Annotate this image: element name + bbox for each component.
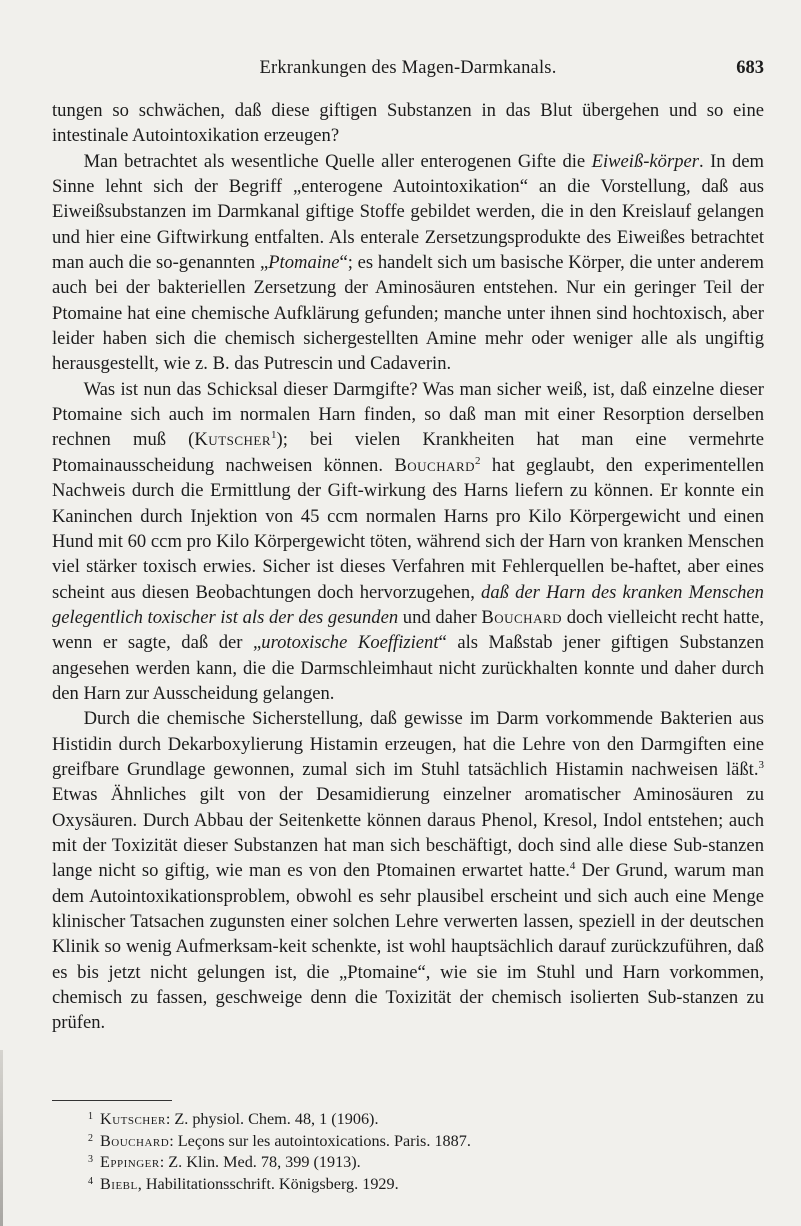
- page-number: 683: [736, 58, 764, 78]
- author-name: Bouchard: [394, 454, 476, 476]
- footnote-ref: 2: [475, 454, 481, 467]
- footnote-text: [84, 1131, 764, 1153]
- footnote-ref: 1: [271, 429, 277, 442]
- footnote: [52, 1131, 764, 1153]
- footnote-author: Biebl: [100, 1174, 138, 1193]
- footnote-mark: 3: [88, 1154, 93, 1166]
- footnote-citation: : Leçons sur les autointoxications. Paris. 1887.: [169, 1131, 471, 1150]
- footnote-text: [84, 1109, 764, 1131]
- author-name: Kutscher: [194, 429, 272, 451]
- footnote-text: [84, 1152, 764, 1174]
- footnotes: [52, 1109, 764, 1195]
- footnote-text: [84, 1174, 764, 1196]
- text-run: Man betrachtet als wesentliche Quelle aller enterogenen Gifte die: [83, 150, 592, 172]
- running-head: [52, 58, 764, 82]
- author-name: Bouchard: [481, 606, 563, 628]
- text-run: “; es handelt sich um basische Körper, die unter anderem auch bei der bakteriellen Zersetzung der Aminosäuren entstehen. Nur ein geringer Teil der Ptomaine hat eine chemische Aufklärung gefunden; manche unter ihnen sind hochtoxisch, aber leider haben sich die chemisch sichergestellten Amine mehr oder weniger alle als ungiftig herausgestellt, wie z. B. das Putrescin und Cadaverin.: [52, 252, 764, 375]
- text-run: Etwas Ähnliches gilt von der Desamidierung einzelner aromatischer Aminosäuren zu Oxysäuren. Durch Abbau der Seitenkette können daraus Phenol, Kresol, Indol entstehen; auch mit der Toxizität dieser Substanzen hat man sich beschäftigt, doch sind alle diese Sub-stanzen lange nicht so giftig, wie man es von den Ptomainen erwartet hatte.: [52, 784, 764, 882]
- footnote: [52, 1152, 764, 1174]
- footnote-ref: 3: [758, 758, 764, 771]
- italic-span: Ptomaine: [268, 252, 340, 274]
- footnote-citation: , Habilitationsschrift. Königsberg. 1929.: [137, 1174, 399, 1193]
- footnote-mark: 2: [88, 1132, 93, 1144]
- footnote-author: Eppinger: [100, 1153, 160, 1172]
- text-run: Durch die chemische Sicherstellung, daß gewisse im Darm vorkommende Bakterien aus Histidin durch Dekarboxylierung Histamin erzeugen, hat die Lehre von den Darmgiften eine greifbare Grundlage gewonnen, zumal sich im Stuhl tatsächlich Histamin nachweisen läßt.: [52, 708, 764, 780]
- scan-edge-shadow: [0, 1050, 3, 1226]
- text-run: “ als Maßstab jener giftigen Substanzen angesehen werden kann, die die Darmschleimhaut nicht zurückhalten konnte und daher durch den Harn zur Ausscheidung gelangen.: [52, 632, 764, 704]
- text-run: . In dem Sinne lehnt sich der Begriff „enterogene Autointoxikation“ an die Vorstellung, daß aus Eiweißsubstanzen im Darmkanal giftige Stoffe gebildet werden, die in den Kreislauf gelangen und hier eine Giftwirkung entfalten. Als enterale Zersetzungsprodukte des Eiweißes betrachtet man auch die so-genannten „: [52, 150, 764, 274]
- footnote-mark: 1: [88, 1111, 93, 1122]
- text-run: ); bei vielen Krankheiten hat man eine vermehrte Ptomainausscheidung nachweisen können.: [52, 429, 764, 476]
- footnote-citation: : Z. physiol. Chem. 48, 1 (1906).: [165, 1110, 379, 1128]
- paragraph: [52, 149, 764, 377]
- footnote-citation: : Z. Klin. Med. 78, 399 (1913).: [159, 1153, 361, 1172]
- text-run: hat geglaubt, den experimentellen Nachweis durch die Ermittlung der Gift-wirkung des Harns liefern zu können. Er konnte ein Kaninchen durch Injektion von 45 ccm normalen Harns pro Kilo Körpergewicht und einen Hund mit 60 ccm pro Kilo Körpergewicht töten, während sich der Harn von kranken Menschen viel stärker toxisch erwies. Sicher ist dieses Verfahren mit Fehlerquellen be-haftet, aber eines scheint aus diesen Beobachtungen doch hervorzugehen,: [52, 454, 764, 603]
- footnote: [52, 1109, 764, 1131]
- running-head-title: Erkrankungen des Magen-Darmkanals.: [259, 58, 557, 78]
- body-text: [52, 98, 764, 1036]
- footnote-rule: [52, 1100, 172, 1101]
- footnote-mark: 4: [88, 1175, 93, 1187]
- italic-span: urotoxische Koeffizient: [261, 632, 439, 654]
- footnote-author: Kutscher: [100, 1110, 166, 1128]
- paragraph: [52, 706, 764, 1035]
- italic-span: Eiweiß-körper: [591, 150, 699, 172]
- text-run: Der Grund, warum man dem Autointoxikationsproblem, obwohl es sehr plausibel erscheint und sich auch eine Menge klinischer Tatsachen zugunsten einer solchen Lehre verwerten lassen, speziell in der deutschen Klinik so wenig Aufmerksam-keit schenkte, ist wohl hauptsächlich darauf zurückzuführen, daß es bis jetzt nicht gelungen ist, die „Ptomaine“, wie sie im Stuhl und Harn vorkommen, chemisch zu fassen, geschweige denn die Toxizität der chemisch isolierten Sub-stanzen zu prüfen.: [52, 860, 764, 1034]
- text-run: und daher: [398, 606, 482, 628]
- text-run: doch vielleicht recht hatte, wenn er sagte, daß der „: [52, 606, 764, 654]
- italic-span: daß der Harn des kranken Menschen gelegentlich toxischer ist als der des gesunden: [52, 581, 764, 628]
- text-run: Was ist nun das Schicksal dieser Darmgifte? Was man sicher weiß, ist, daß einzelne dieser Ptomaine sich auch im normalen Harn finden, so daß man mit einer Resorption derselben rechnen muß (: [52, 378, 764, 451]
- footnote: [52, 1174, 764, 1196]
- paragraph: [52, 377, 764, 706]
- text-run: tungen so schwächen, daß diese giftigen Substanzen in das Blut übergehen und so eine intestinale Autointoxikation erzeugen?: [52, 100, 764, 147]
- footnote-ref: 4: [569, 860, 576, 873]
- paragraph: [52, 98, 764, 149]
- footnote-author: Bouchard: [100, 1131, 170, 1150]
